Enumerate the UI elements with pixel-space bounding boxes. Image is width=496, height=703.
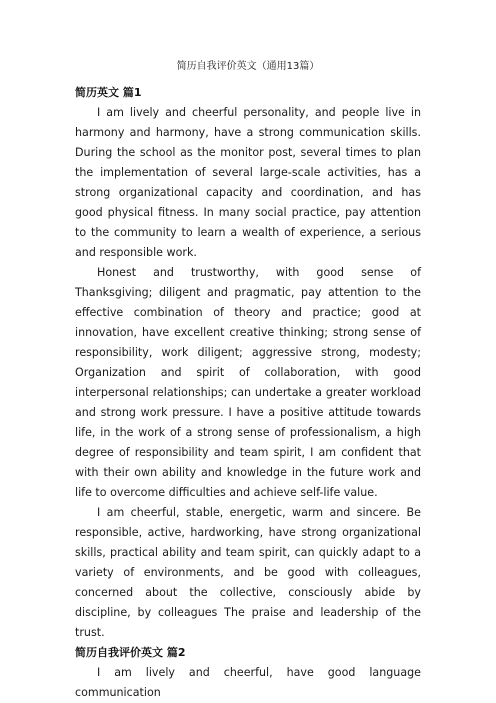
paragraph: I am lively and cheerful personality, and people live in harmony and harmony, have a strong communication skills. During the school as the monitor post, several times to plan the implementation of several large-scale activities, has a strong organizational capacity and coordination, and has good physical fitness. In many social practice, pay attention to the community to learn a wealth of experience, a serious and responsible work. (75, 106, 421, 259)
paragraph: I am cheerful, stable, energetic, warm and sincere. Be responsible, active, hardworking, have strong organizational skills, practical ability and team spirit, can quickly adapt to a variety of environments, and be good with colleagues, concerned about the collective, consciously abide by discipline, by colleagues The praise and leadership of the trust. (75, 506, 421, 639)
section-heading: 简历英文 篇1 (75, 86, 142, 99)
section-2 (75, 643, 421, 703)
section-1 (75, 83, 421, 643)
paragraph: Honest and trustworthy, with good sense of Thanksgiving; diligent and pragmatic, pay attention to the effective combination of theory and practice; good at innovation, have excellent creative thinking; strong sense of responsibility, work diligent; aggressive strong, modesty; Organization and spirit of collaboration, with good interpersonal relationships; can undertake a greater workload and strong work pressure. I have a positive attitude towards life, in the work of a strong sense of professionalism, a high degree of responsibility and team spirit, I am confident that with their own ability and knowledge in the future work and life to overcome difficulties and achieve self-life value. (75, 266, 421, 499)
document-body (75, 83, 421, 703)
paragraph: I am lively and cheerful, have good language communication (75, 666, 421, 699)
section-heading: 简历自我评价英文 篇2 (75, 646, 186, 659)
document-title: 简历自我评价英文（通用13篇） (176, 61, 320, 72)
